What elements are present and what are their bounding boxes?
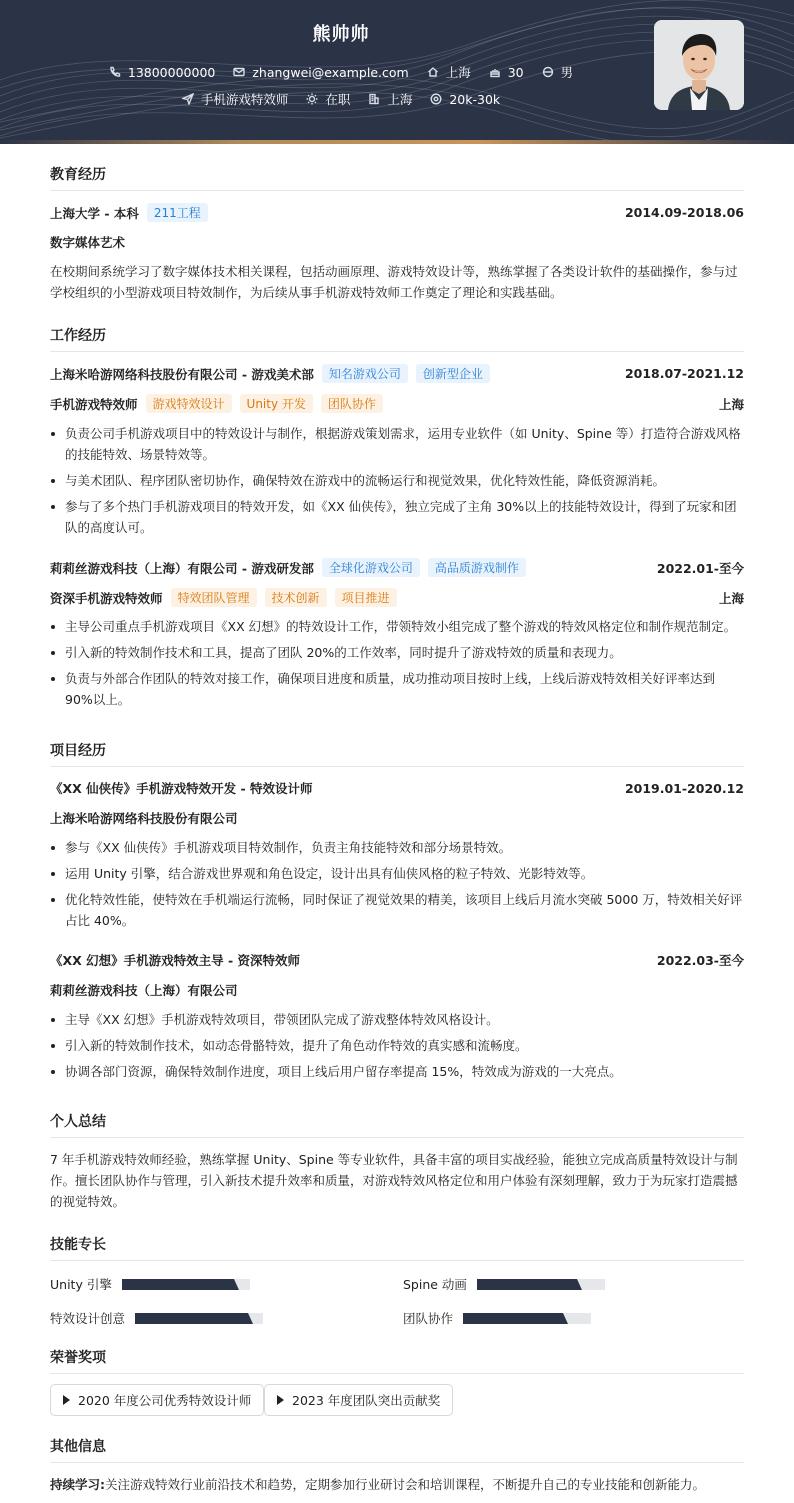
job-text: 手机游戏特效师 bbox=[200, 92, 289, 107]
email-info bbox=[233, 65, 408, 80]
award-item[interactable] bbox=[50, 1384, 264, 1416]
work-1-role-row bbox=[50, 394, 744, 413]
home-icon bbox=[427, 66, 439, 78]
job-info bbox=[182, 90, 289, 108]
project-1-name: 《XX 仙侠传》手机游戏特效开发 - 特效设计师 bbox=[50, 781, 313, 796]
work-2-role-tag: 项目推进 bbox=[335, 588, 397, 607]
work-1-company: 上海米哈游网络科技股份有限公司 - 游戏美术部 bbox=[50, 366, 314, 382]
award-item[interactable] bbox=[264, 1384, 453, 1416]
location-text: 上海 bbox=[445, 65, 471, 80]
job-intent-row bbox=[0, 90, 682, 108]
skill-level-bar bbox=[477, 1279, 605, 1290]
education-description: 在校期间系统学习了数字媒体技术相关课程，包括动画原理、游戏特效设计等，熟练掌握了各类设计软件的基础操作，参与过学校组织的小型游戏项目特效制作，为后续从事手机游戏特效师工作奠定了理论和实践基础。 bbox=[50, 264, 738, 300]
project-2-bullet: 主导《XX 幻想》手机游戏特效项目，带领团队完成了游戏整体特效风格设计。 bbox=[50, 1009, 744, 1030]
skill-item bbox=[403, 1309, 591, 1327]
skill-level-bar bbox=[135, 1313, 263, 1324]
project-2-company-row bbox=[50, 981, 744, 999]
work-2-date: 2022.01-至今 bbox=[656, 560, 744, 576]
work-title: 工作经历 bbox=[50, 325, 744, 352]
status-text: 在职 bbox=[325, 92, 351, 107]
work-1-bullet: 负责公司手机游戏项目中的特效设计与制作，根据游戏策划需求，运用专业软件（如 Unity、Spine 等）打造符合游戏风格的技能特效、场景特效等。 bbox=[50, 423, 744, 465]
project-1-bullet: 运用 Unity 引擎，结合游戏世界观和角色设定，设计出具有仙侠风格的粒子特效、光影特效等。 bbox=[50, 863, 744, 884]
project-1-date: 2019.01-2020.12 bbox=[624, 780, 744, 796]
school-name: 上海大学 - 本科 bbox=[50, 205, 139, 221]
work-1-role-tag: 游戏特效设计 bbox=[146, 394, 232, 413]
play-icon bbox=[63, 1395, 70, 1405]
other-text: 关注游戏特效行业前沿技术和趋势，定期参加行业研讨会和培训课程，不断提升自己的专业技能和创新能力。 bbox=[105, 1477, 706, 1492]
skill-name: Spine 动画 bbox=[403, 1277, 467, 1292]
education-date: 2014.09-2018.06 bbox=[624, 205, 744, 220]
other-title: 其他信息 bbox=[50, 1436, 744, 1463]
phone-text: 13800000000 bbox=[127, 64, 216, 80]
work-1-city: 上海 bbox=[718, 396, 744, 412]
contact-row bbox=[0, 63, 682, 81]
cake-icon bbox=[489, 66, 501, 78]
age-text: 30 bbox=[507, 64, 524, 80]
skill-item bbox=[50, 1275, 250, 1293]
education-major-row bbox=[50, 233, 744, 251]
work-2-role-tag: 技术创新 bbox=[265, 588, 327, 607]
coin-icon bbox=[430, 93, 442, 105]
work-1-header bbox=[50, 364, 744, 383]
award-label: 2023 年度团队突出贡献奖 bbox=[292, 1393, 441, 1408]
summary-text: 7 年手机游戏特效师经验，熟练掌握 Unity、Spine 等专业软件，具备丰富的项目实战经验，能独立完成高质量特效设计与制作。擅长团队协作与管理，引入新技术提升效率和质量，对游戏特效风格定位和用户体验有深刻理解，致力于为玩家打造震撼的视觉特效。 bbox=[50, 1152, 738, 1209]
project-1-company: 上海米哈游网络科技股份有限公司 bbox=[50, 811, 238, 826]
other-info bbox=[50, 1474, 744, 1495]
status-info bbox=[306, 90, 350, 108]
age-info bbox=[489, 65, 524, 80]
award-label: 2020 年度公司优秀特效设计师 bbox=[78, 1393, 252, 1408]
gender-icon bbox=[542, 66, 554, 78]
work-2-bullet: 负责与外部合作团队的特效对接工作，确保项目进度和质量，成功推动项目按时上线，上线后游戏特效相关好评率达到 90%以上。 bbox=[50, 668, 744, 710]
resume-header bbox=[0, 0, 794, 140]
mail-icon bbox=[233, 66, 245, 78]
email-text: zhangwei@example.com bbox=[252, 64, 409, 80]
phone-icon bbox=[109, 66, 121, 78]
work-2-role-row bbox=[50, 588, 744, 607]
play-icon bbox=[277, 1395, 284, 1405]
work-2-role: 资深手机游戏特效师 bbox=[50, 590, 163, 606]
work-1-role: 手机游戏特效师 bbox=[50, 396, 138, 412]
work-1-role-tag: 团队协作 bbox=[321, 394, 383, 413]
send-icon bbox=[182, 93, 194, 105]
work-2-city: 上海 bbox=[718, 590, 744, 606]
skill-name: 团队协作 bbox=[403, 1311, 454, 1326]
sun-icon bbox=[306, 93, 318, 105]
summary-title: 个人总结 bbox=[50, 1111, 744, 1138]
work-1-company-tag: 创新型企业 bbox=[416, 364, 490, 383]
work-1-date: 2018.07-2021.12 bbox=[624, 366, 744, 381]
gender-info bbox=[542, 63, 574, 81]
skill-item bbox=[403, 1275, 605, 1293]
awards-title: 荣誉奖项 bbox=[50, 1347, 744, 1374]
location-info bbox=[427, 63, 471, 81]
work-2-company-tag: 高品质游戏制作 bbox=[428, 558, 526, 577]
education-header bbox=[50, 203, 744, 222]
work-2-bullet: 主导公司重点手机游戏项目《XX 幻想》的特效设计工作，带领特效小组完成了整个游戏的特效风格定位和制作规范制定。 bbox=[50, 616, 744, 637]
skill-name: Unity 引擎 bbox=[50, 1277, 112, 1292]
project-2-date: 2022.03-至今 bbox=[656, 953, 744, 968]
project-2-bullet: 协调各部门资源，确保特效制作进度，项目上线后用户留存率提高 15%，特效成为游戏的一大亮点。 bbox=[50, 1061, 744, 1082]
school-tag: 211工程 bbox=[147, 203, 208, 222]
project-1-company-row bbox=[50, 809, 744, 827]
skill-level-bar bbox=[122, 1279, 250, 1290]
project-2-name: 《XX 幻想》手机游戏特效主导 - 资深特效师 bbox=[50, 953, 301, 968]
project-1-bullet: 优化特效性能，使特效在手机端运行流畅，同时保证了视觉效果的精美，该项目上线后月流水突破 5000 万，特效相关好评占比 40%。 bbox=[50, 889, 744, 931]
work-2-role-tag: 特效团队管理 bbox=[171, 588, 257, 607]
work-1-company-tag: 知名游戏公司 bbox=[322, 364, 408, 383]
work-1-bullet: 与美术团队、程序团队密切协作，确保特效在游戏中的流畅运行和视觉效果，优化特效性能，降低资源消耗。 bbox=[50, 470, 744, 491]
project-2-header bbox=[50, 951, 744, 969]
other-label: 持续学习: bbox=[50, 1477, 105, 1492]
skills-title: 技能专长 bbox=[50, 1234, 744, 1261]
skill-name: 特效设计创意 bbox=[50, 1311, 126, 1326]
major-name: 数字媒体艺术 bbox=[50, 235, 126, 250]
work-2-bullet: 引入新的特效制作技术和工具，提高了团队 20%的工作效率，同时提升了游戏特效的质量和表现力。 bbox=[50, 642, 744, 663]
gender-text: 男 bbox=[560, 65, 574, 80]
avatar bbox=[654, 20, 744, 110]
education-title: 教育经历 bbox=[50, 164, 744, 191]
work-1-role-tag: Unity 开发 bbox=[240, 394, 313, 413]
header-accent-bar bbox=[0, 140, 794, 144]
project-2-bullet: 引入新的特效制作技术，如动态骨骼特效，提升了角色动作特效的真实感和流畅度。 bbox=[50, 1035, 744, 1056]
phone-info bbox=[109, 65, 215, 80]
projects-title: 项目经历 bbox=[50, 740, 744, 767]
work-1-bullet: 参与了多个热门手机游戏项目的特效开发，如《XX 仙侠传》，独立完成了主角 30%以上的技能特效设计，得到了玩家和团队的高度认可。 bbox=[50, 496, 744, 538]
work-2-company: 莉莉丝游戏科技（上海）有限公司 - 游戏研发部 bbox=[50, 560, 314, 576]
building-icon bbox=[368, 93, 380, 105]
salary-info bbox=[430, 92, 500, 107]
skill-level-bar bbox=[463, 1313, 591, 1324]
project-2-company: 莉莉丝游戏科技（上海）有限公司 bbox=[50, 983, 238, 998]
candidate-name: 熊帅帅 bbox=[312, 24, 370, 45]
project-1-bullet: 参与《XX 仙侠传》手机游戏项目特效制作，负责主角技能特效和部分场景特效。 bbox=[50, 837, 744, 858]
work-2-header bbox=[50, 558, 744, 577]
project-1-header bbox=[50, 779, 744, 797]
work-city-text: 上海 bbox=[387, 92, 413, 107]
salary-text: 20k-30k bbox=[449, 91, 501, 107]
skill-item bbox=[50, 1309, 263, 1327]
work-2-company-tag: 全球化游戏公司 bbox=[322, 558, 420, 577]
work-city-info bbox=[368, 90, 412, 108]
